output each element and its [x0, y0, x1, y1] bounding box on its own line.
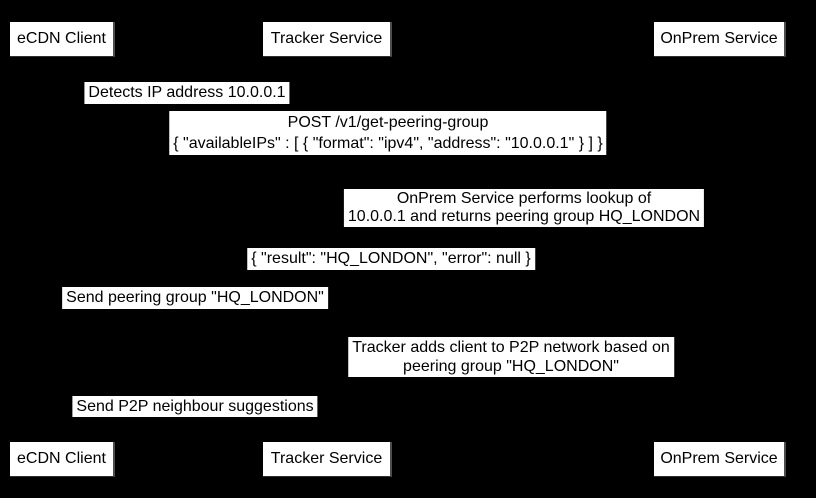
note-text: 10.0.0.1 and returns peering group HQ_LONDON — [347, 208, 701, 225]
message-text: Send P2P neighbour suggestions — [76, 398, 314, 415]
actor-tracker-service-bottom — [263, 442, 392, 477]
actor-label: OnPrem Service — [660, 30, 778, 47]
actor-label: eCDN Client — [17, 30, 106, 47]
lifeline-ecdn-client — [62, 57, 63, 442]
note-text: OnPrem Service performs lookup of — [396, 190, 652, 207]
message-post-get-peering-group — [169, 111, 606, 155]
message-send-p2p-suggestions — [72, 396, 317, 417]
actor-label: Tracker Service — [270, 30, 383, 47]
actor-label: Tracker Service — [270, 450, 383, 467]
message-result-response — [247, 248, 535, 270]
actor-ecdn-client-bottom — [10, 442, 115, 477]
message-detects-ip — [84, 82, 289, 104]
actor-ecdn-client-top — [10, 22, 115, 57]
message-text: { "result": "HQ_LONDON", "error": null } — [251, 250, 531, 267]
actor-onprem-service-top — [654, 22, 786, 57]
actor-label: eCDN Client — [17, 450, 106, 467]
note-tracker-adds-client — [348, 337, 674, 377]
message-send-peering-group — [62, 287, 328, 309]
note-text: Tracker adds client to P2P network based on — [352, 339, 670, 356]
actor-tracker-service-top — [263, 22, 392, 57]
message-text: Detects IP address 10.0.0.1 — [88, 84, 286, 101]
note-onprem-lookup — [344, 189, 704, 227]
actor-label: OnPrem Service — [660, 450, 778, 467]
lifeline-onprem-service — [719, 57, 720, 442]
message-text: { "availableIPs" : [ { "format": "ipv4", "address": "10.0.0.1" } ] } — [173, 135, 603, 152]
note-text: peering group "HQ_LONDON" — [403, 358, 619, 375]
message-text: POST /v1/get-peering-group — [287, 114, 489, 131]
actor-onprem-service-bottom — [654, 442, 786, 477]
message-text: Send peering group "HQ_LONDON" — [66, 289, 324, 306]
